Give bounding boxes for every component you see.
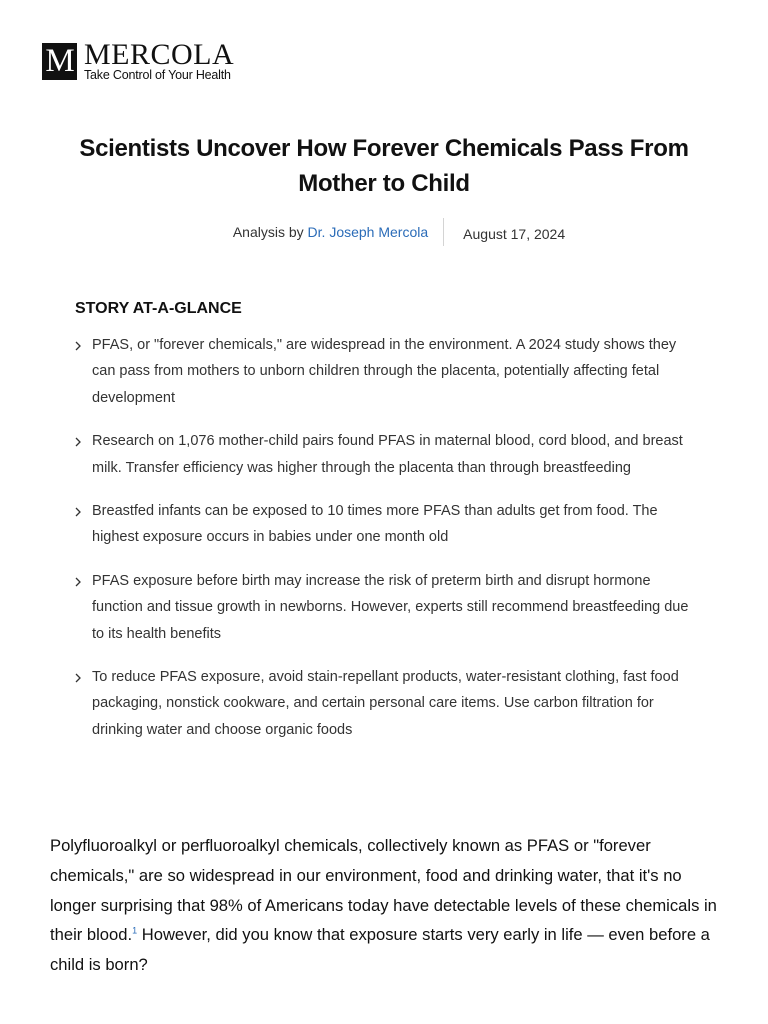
chevron-right-icon <box>75 498 85 524</box>
article-byline <box>0 218 768 246</box>
glance-item-text: To reduce PFAS exposure, avoid stain-repellant products, water-resistant clothing, fast food packaging, nonstick cookware, and certain personal care items. Use carbon filtration for drinking water and choose organic foods <box>92 669 679 738</box>
article-paragraph <box>50 831 722 980</box>
paragraph-text: Polyfluoroalkyl or perfluoroalkyl chemicals, collectively known as PFAS or "forever chemicals," are so widespread in our environment, food and drinking water, that it's no longer surprising that 98% of Americans today have detectable levels of these chemicals in their blood. <box>50 836 717 945</box>
logo-mark: M <box>42 43 77 80</box>
logo-text <box>84 38 235 82</box>
footnote-ref-link[interactable]: 1 <box>132 925 138 936</box>
brand-tagline: Take Control of Your Health <box>84 68 231 82</box>
glance-item-text: PFAS, or "forever chemicals," are widespread in the environment. A 2024 study shows they can pass from mothers to unborn children through the placenta, potentially affecting fetal development <box>92 337 677 406</box>
publish-date: August 17, 2024 <box>463 226 566 242</box>
chevron-right-icon <box>75 332 85 358</box>
byline-analysis <box>233 218 444 246</box>
chevron-right-icon <box>75 664 85 690</box>
glance-item <box>75 664 695 743</box>
article-title: Scientists Uncover How Forever Chemicals Pass From Mother to Child <box>79 135 689 197</box>
glance-item <box>75 568 695 647</box>
chevron-right-icon <box>75 568 85 594</box>
glance-item <box>75 428 695 481</box>
glance-item-text: Research on 1,076 mother-child pairs found PFAS in maternal blood, cord blood, and breast milk. Transfer efficiency was higher through the placenta than through breastfeeding <box>92 433 683 476</box>
byline-prefix: Analysis by <box>232 224 308 240</box>
glance-list <box>75 332 695 760</box>
brand-name: MERCOLA <box>84 38 235 71</box>
glance-item-text: Breastfed infants can be exposed to 10 times more PFAS than adults get from food. The highest exposure occurs in babies under one month old <box>92 503 658 546</box>
site-logo[interactable] <box>42 38 235 82</box>
glance-item <box>75 332 695 411</box>
chevron-right-icon <box>75 428 85 454</box>
paragraph-text-continued: However, did you know that exposure starts very early in life — even before a child is born? <box>50 925 710 975</box>
author-link[interactable]: Dr. Joseph Mercola <box>307 224 429 240</box>
glance-item <box>75 498 695 551</box>
glance-heading: STORY AT-A-GLANCE <box>75 300 242 317</box>
glance-item-text: PFAS exposure before birth may increase the risk of preterm birth and disrupt hormone function and tissue growth in newborns. However, experts still recommend breastfeeding due to its health benefits <box>92 572 689 642</box>
